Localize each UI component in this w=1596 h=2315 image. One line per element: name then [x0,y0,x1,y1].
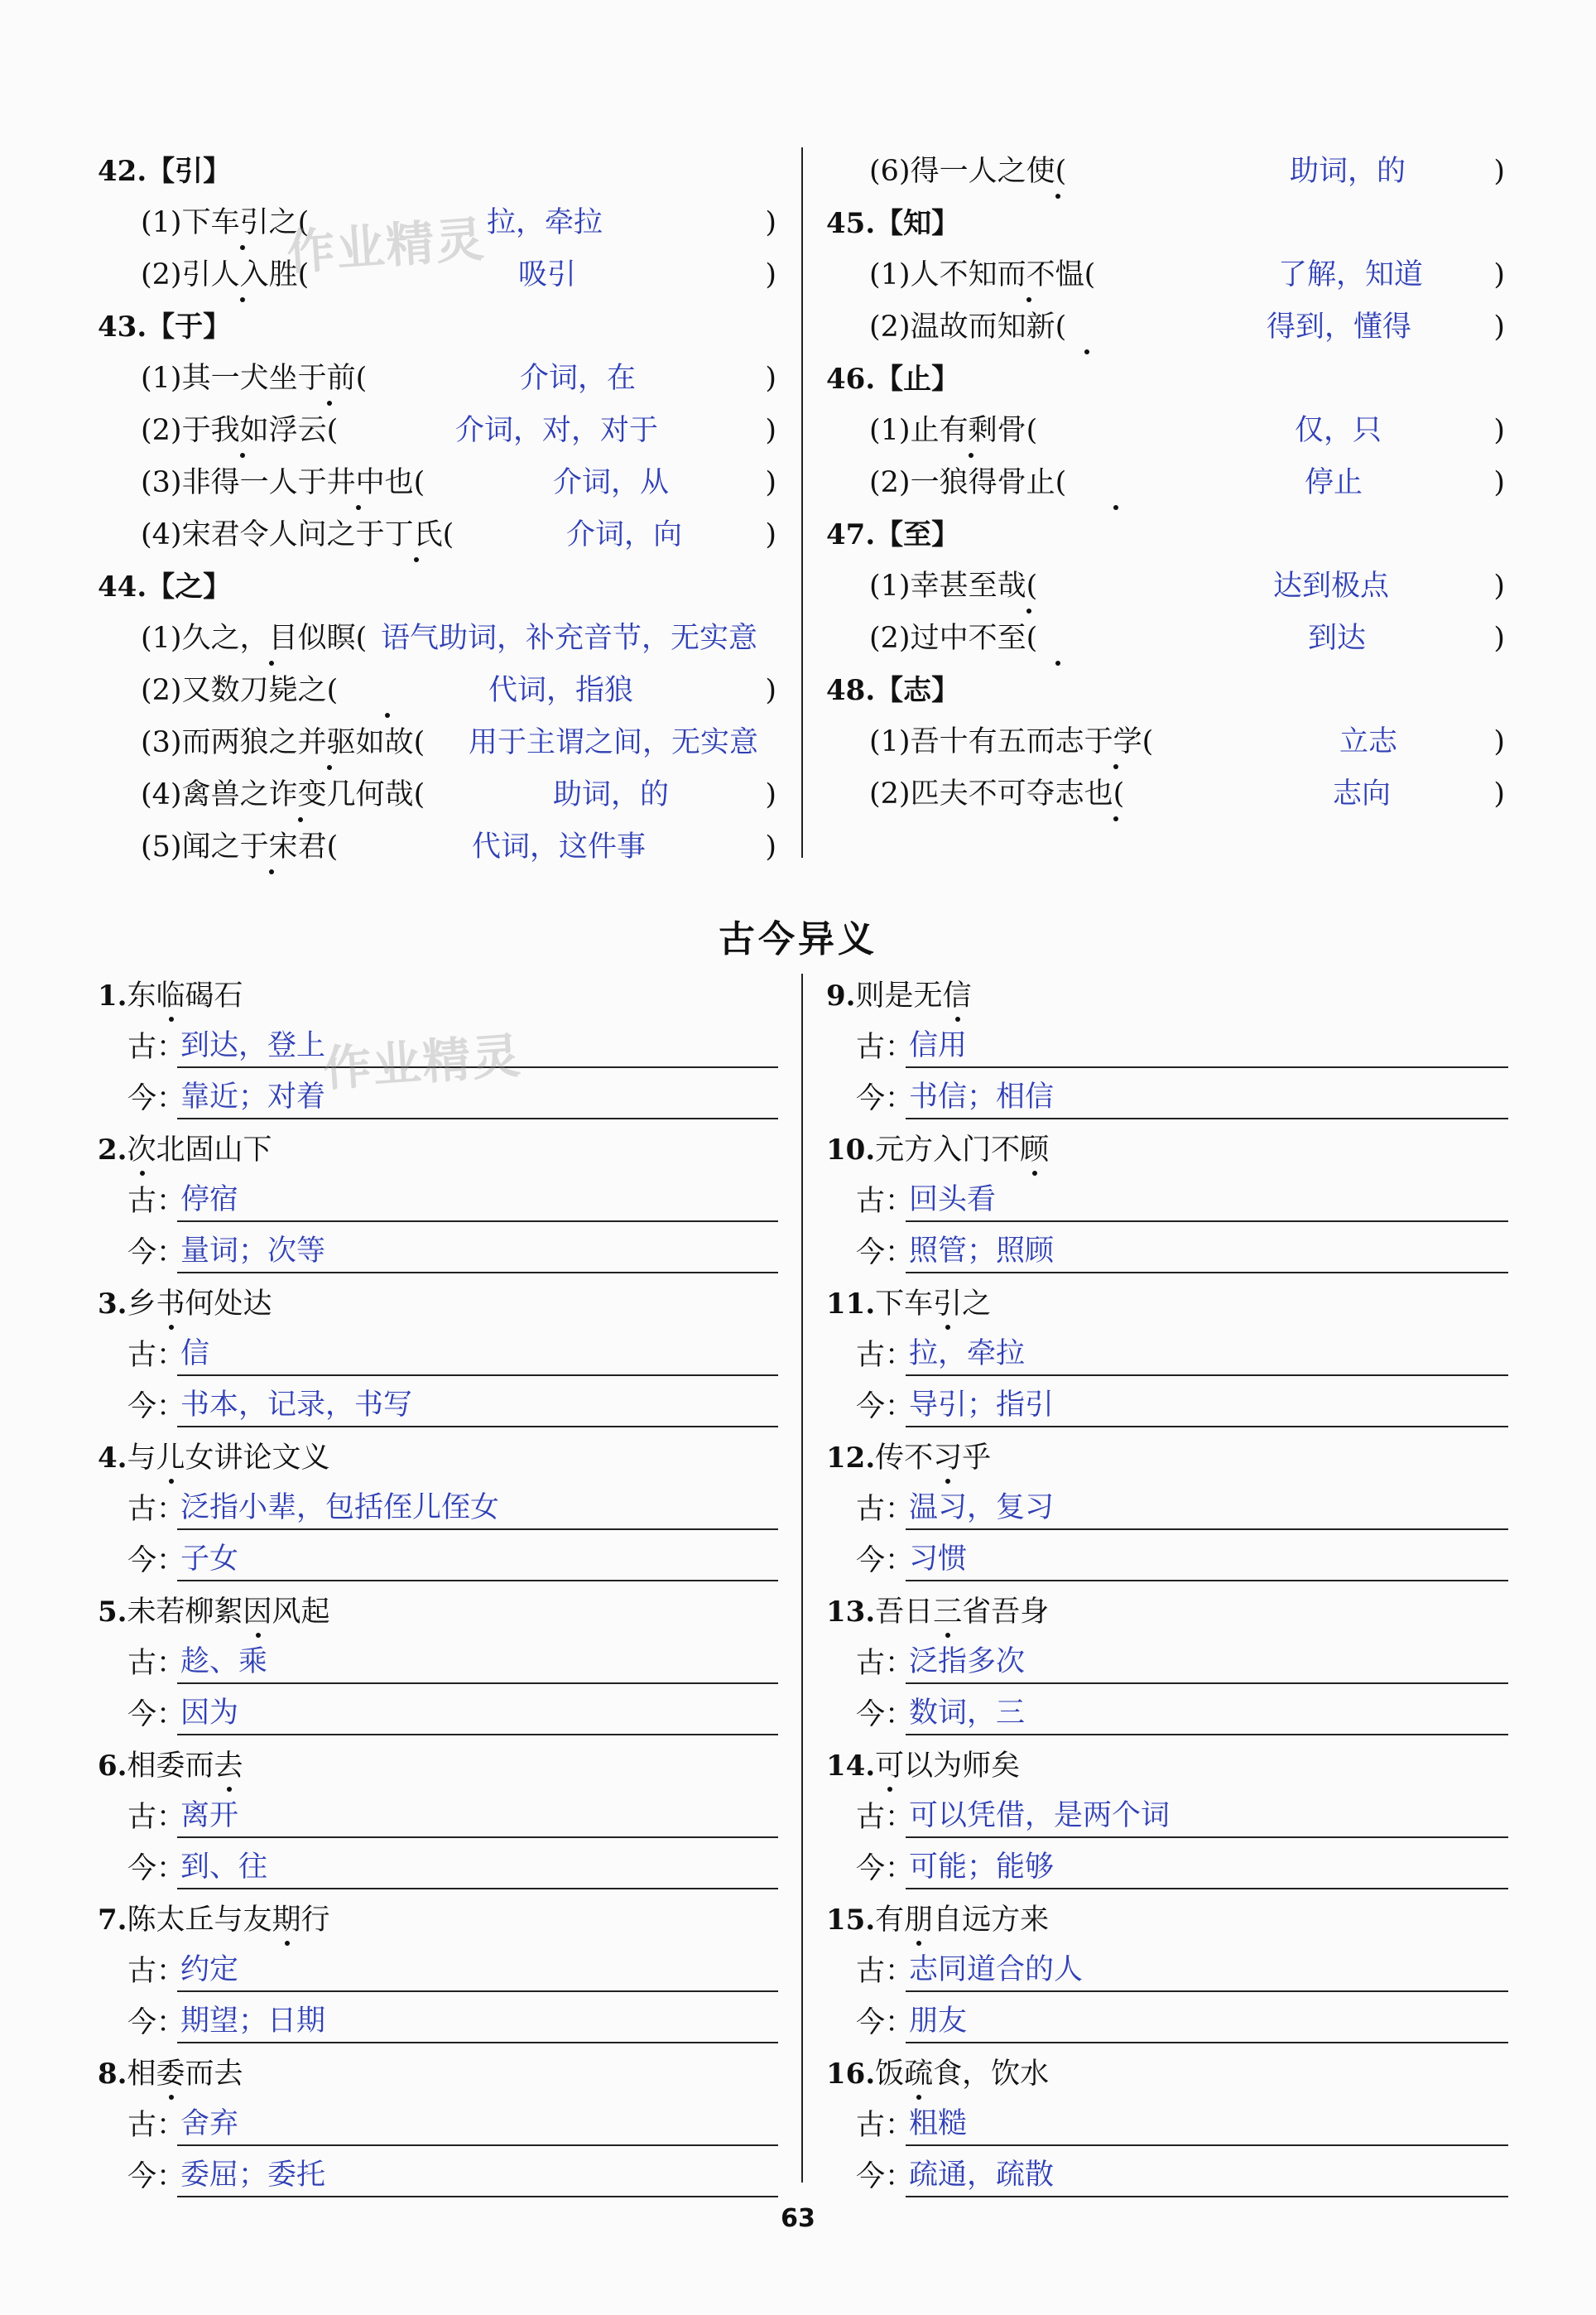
word-sense-item [98,769,785,821]
modern-meaning-label: 今： [127,2006,186,2039]
word-sense-item [98,457,785,509]
sense-answer: 助词，的 [1290,155,1406,188]
modern-meaning-answer: 子女 [177,1538,778,1581]
word-sense-item [826,613,1513,665]
ancient-modern-entry [98,1432,778,1586]
modern-meaning-answer: 朋友 [906,2000,1508,2043]
modern-meaning-label: 今： [856,1236,915,1269]
ancient-modern-right-column [826,970,1508,2202]
closing-paren: ) [1493,570,1505,603]
ancient-meaning-answer: 志同道合的人 [906,1949,1508,1992]
modern-meaning-answer: 数词，三 [906,1692,1508,1735]
ancient-meaning-label: 古： [127,1493,186,1526]
word-heading: 45.【知】 [826,207,960,240]
ancient-meaning-line [826,1638,1508,1689]
entry-text: 吾日三省吾身 [875,1595,1050,1629]
ancient-meaning-label: 古： [127,1031,186,1064]
emphasis-dot [1084,349,1089,354]
example-sentence: (1)其一犬坐于前( [141,362,368,395]
entry-text: 相委而去 [127,2058,243,2091]
modern-meaning-line [826,1227,1508,1278]
word-sense-item [98,249,785,301]
entry-number: 4. [98,1441,127,1475]
entry-number: 14. [826,1749,876,1783]
example-sentence: (2)温故而知新( [869,310,1067,344]
example-sentence: (4)禽兽之诈变几何哉( [141,778,425,811]
entry-text: 乡书何处达 [127,1287,272,1321]
sense-answer: 用于主谓之间，无实意 [469,726,759,759]
modern-meaning-answer: 期望；日期 [177,2000,778,2043]
page-number: 63 [781,2204,815,2233]
ancient-meaning-answer: 信用 [906,1025,1508,1068]
sense-answer: 介词，从 [553,466,670,499]
sense-answer: 立志 [1339,725,1398,758]
sense-answer: 达到极点 [1273,570,1390,603]
modern-meaning-label: 今： [127,1082,186,1115]
emphasis-dot [414,557,419,562]
modern-meaning-answer: 委屈；委托 [177,2154,778,2197]
ancient-meaning-label: 古： [856,1801,915,1834]
modern-meaning-label: 今： [127,1698,186,1731]
ancient-modern-left-column [98,970,778,2202]
ancient-modern-entry [826,1278,1508,1432]
ancient-meaning-answer: 信 [177,1333,778,1376]
modern-meaning-line [98,1997,778,2048]
sense-answer: 介词，在 [520,362,637,395]
ancient-modern-entry [98,1278,778,1432]
ancient-meaning-label: 古： [856,1493,915,1526]
closing-paren: ) [1493,725,1505,758]
watermark: 作业精灵 [321,1027,524,1098]
ancient-meaning-line [98,1792,778,1843]
modern-meaning-answer: 照管；照顾 [906,1230,1508,1273]
entry-text: 可以为师矣 [875,1749,1021,1783]
entry-number: 16. [826,2058,876,2091]
ancient-meaning-label: 古： [856,1647,915,1680]
ancient-meaning-label: 古： [127,2109,186,2142]
word-sense-item [98,821,785,874]
column-divider-bottom [801,974,803,2183]
modern-meaning-answer: 因为 [177,1692,778,1735]
modern-meaning-line [826,2151,1508,2202]
ancient-meaning-label: 古： [127,1647,186,1680]
entry-title [98,1278,778,1330]
ancient-meaning-line [98,1946,778,1997]
modern-meaning-line [98,1381,778,1432]
modern-meaning-line [826,1997,1508,2048]
ancient-meaning-line [826,1176,1508,1227]
modern-meaning-line [98,1073,778,1124]
ancient-meaning-answer: 回头看 [906,1179,1508,1222]
modern-meaning-answer: 习惯 [906,1538,1508,1581]
entry-number: 7. [98,1903,127,1937]
entry-title [826,970,1508,1022]
ancient-modern-entry [826,1124,1508,1278]
ancient-meaning-answer: 约定 [177,1949,778,1992]
sense-answer: 仅，只 [1295,414,1382,447]
example-sentence: (2)匹夫不可夺志也( [869,777,1125,811]
entry-text: 东临碣石 [127,979,243,1013]
entry-title [826,1432,1508,1484]
modern-meaning-label: 今： [127,1852,186,1885]
closing-paren: ) [765,258,776,291]
entry-number: 11. [826,1287,876,1321]
entry-text: 元方入门不顾 [875,1133,1050,1167]
modern-meaning-answer: 书本，记录，书写 [177,1384,778,1427]
modern-meaning-line [98,1843,778,1894]
entry-title [826,1894,1508,1946]
entry-number: 13. [826,1595,876,1629]
closing-paren: ) [765,362,776,395]
word-heading: 43.【于】 [98,310,232,344]
closing-paren: ) [1493,777,1505,811]
ancient-modern-entry [826,1740,1508,1894]
word-sense-item [98,717,785,769]
word-sense-item [826,405,1513,457]
example-sentence: (1)人不知而不愠( [869,258,1096,291]
entry-title [826,1740,1508,1792]
example-sentence: (2)一狼得骨止( [869,466,1067,499]
closing-paren: ) [765,674,776,707]
word-sense-item [826,301,1513,354]
ancient-modern-entry [98,2048,778,2202]
ancient-meaning-line [826,1484,1508,1535]
entry-text: 下车引之 [875,1287,992,1321]
ancient-meaning-line [826,1792,1508,1843]
entry-number: 3. [98,1287,127,1321]
closing-paren: ) [765,466,776,499]
word-sense-item [98,353,785,405]
example-sentence: (4)宋君令人问之于丁氏( [141,518,454,551]
entry-text: 则是无信 [855,979,972,1013]
ancient-meaning-line [98,2100,778,2151]
ancient-meaning-label: 古： [856,2109,915,2142]
emphasis-dot [240,297,245,302]
modern-meaning-answer: 靠近；对着 [177,1076,778,1119]
word-sense-item [826,457,1513,509]
example-sentence: (5)闻之于宋君( [141,830,339,864]
sense-answer: 得到，懂得 [1267,310,1412,344]
watermark: 作业精灵 [285,210,488,282]
ancient-meaning-line [826,1330,1508,1381]
word-sense-item [98,197,785,249]
modern-meaning-line [826,1535,1508,1586]
ancient-meaning-answer: 趁、乘 [177,1641,778,1684]
ancient-meaning-answer: 泛指多次 [906,1641,1508,1684]
example-sentence: (1)止有剩骨( [869,414,1038,447]
example-sentence: (2)过中不至( [869,622,1038,655]
word-sense-item [826,146,1513,198]
entry-text: 传不习乎 [875,1441,992,1475]
emphasis-dot [1113,816,1118,821]
ancient-meaning-answer: 到达，登上 [177,1025,778,1068]
modern-meaning-label: 今： [856,1082,915,1115]
ancient-meaning-label: 古： [127,1185,186,1218]
ancient-meaning-answer: 温习，复习 [906,1487,1508,1530]
ancient-meaning-label: 古： [856,1955,915,1988]
sense-answer: 到达 [1308,622,1367,655]
ancient-meaning-label: 古： [856,1185,915,1218]
modern-meaning-label: 今： [127,1544,186,1577]
entry-number: 5. [98,1595,127,1629]
ancient-modern-entry [98,1894,778,2048]
ancient-meaning-line [98,1484,778,1535]
modern-meaning-label: 今： [856,1852,915,1885]
word-sense-item [98,613,785,665]
ancient-meaning-line [826,1946,1508,1997]
ancient-meaning-label: 古： [127,1955,186,1988]
word-sense-item [826,561,1513,613]
closing-paren: ) [765,778,776,811]
entry-title [826,1586,1508,1638]
ancient-meaning-label: 古： [127,1339,186,1372]
ancient-meaning-line [826,1022,1508,1073]
modern-meaning-label: 今： [856,1390,915,1423]
ancient-modern-entry [98,1740,778,1894]
modern-meaning-label: 今： [127,2160,186,2193]
word-sense-item [98,509,785,561]
entry-text: 陈太丘与友期行 [127,1903,330,1937]
modern-meaning-line [98,1689,778,1740]
ancient-meaning-answer: 泛指小辈，包括侄儿侄女 [177,1487,778,1530]
ancient-meaning-line [98,1638,778,1689]
sense-answer: 助词，的 [553,778,670,811]
sense-answer: 语气助词，补充音节，无实意 [381,622,758,655]
ancient-meaning-label: 古： [856,1031,915,1064]
example-sentence: (6)得一人之使( [869,155,1067,188]
modern-meaning-line [826,1381,1508,1432]
word-heading: 42.【引】 [98,155,232,188]
ancient-meaning-label: 古： [856,1339,915,1372]
entry-text: 与儿女讲论文义 [127,1441,330,1475]
ancient-meaning-line [98,1330,778,1381]
emphasis-dot [1055,661,1060,666]
entry-title [826,1278,1508,1330]
ancient-meaning-answer: 粗糙 [906,2103,1508,2146]
entry-title [826,1124,1508,1176]
closing-paren: ) [1493,310,1505,344]
word-sense-left-column [98,146,785,874]
entry-title [826,2048,1508,2100]
ancient-meaning-answer: 拉，牵拉 [906,1333,1508,1376]
entry-number: 8. [98,2058,127,2091]
sense-answer: 吸引 [518,258,577,291]
ancient-meaning-line [98,1176,778,1227]
modern-meaning-label: 今： [127,1236,186,1269]
ancient-modern-entry [98,970,778,1124]
modern-meaning-answer: 到、往 [177,1846,778,1889]
ancient-meaning-answer: 离开 [177,1795,778,1838]
modern-meaning-answer: 导引；指引 [906,1384,1508,1427]
emphasis-dot [1113,505,1118,510]
closing-paren: ) [765,830,776,864]
modern-meaning-label: 今： [856,1544,915,1577]
closing-paren: ) [1493,622,1505,655]
closing-paren: ) [1493,258,1505,291]
ancient-meaning-answer: 可以凭借，是两个词 [906,1795,1508,1838]
section-title: 古今异义 [719,918,877,960]
entry-number: 2. [98,1133,127,1167]
ancient-modern-entry [826,1894,1508,2048]
ancient-modern-entry [826,1432,1508,1586]
word-sense-item [826,249,1513,301]
modern-meaning-label: 今： [856,2160,915,2193]
sense-answer: 停止 [1305,466,1363,499]
entry-text: 饭疏食，饮水 [875,2058,1050,2091]
example-sentence: (1)吾十有五而志于学( [869,725,1154,758]
sense-answer: 代词，指狼 [488,674,634,707]
closing-paren: ) [1493,466,1505,499]
entry-text: 相委而去 [127,1749,243,1783]
entry-text: 未若柳絮因风起 [127,1595,330,1629]
modern-meaning-answer: 书信；相信 [906,1076,1508,1119]
entry-number: 6. [98,1749,127,1783]
entry-number: 10. [826,1133,876,1167]
sense-answer: 介词，对，对于 [455,414,659,447]
ancient-modern-entry [98,1124,778,1278]
modern-meaning-answer: 疏通，疏散 [906,2154,1508,2197]
modern-meaning-label: 今： [127,1390,186,1423]
ancient-meaning-line [826,2100,1508,2151]
example-sentence: (1)幸甚至哉( [869,570,1038,603]
modern-meaning-label: 今： [856,1698,915,1731]
entry-number: 15. [826,1903,876,1937]
modern-meaning-line [826,1843,1508,1894]
emphasis-dot [269,869,274,874]
emphasis-dot [1055,194,1060,199]
example-sentence: (1)久之，目似瞑( [141,622,368,655]
example-sentence: (3)而两狼之并驱如故( [141,726,425,759]
word-heading: 48.【志】 [826,674,960,707]
ancient-modern-entry [826,970,1508,1124]
entry-title [98,970,778,1022]
entry-number: 12. [826,1441,876,1475]
modern-meaning-answer: 量词；次等 [177,1230,778,1273]
entry-number: 9. [826,979,856,1013]
ancient-modern-entry [826,1586,1508,1740]
closing-paren: ) [765,414,776,447]
word-sense-item [98,665,785,717]
word-sense-item [826,716,1513,768]
sense-answer: 代词，这件事 [472,830,647,864]
entry-title [98,1740,778,1792]
modern-meaning-line [826,1073,1508,1124]
word-sense-item [826,768,1513,821]
example-sentence: (2)引人入胜( [141,258,310,291]
word-heading: 44.【之】 [98,570,232,604]
entry-text: 有朋自远方来 [875,1903,1050,1937]
modern-meaning-line [98,2151,778,2202]
word-heading: 46.【止】 [826,363,960,396]
modern-meaning-answer: 可能；能够 [906,1846,1508,1889]
entry-text: 次北固山下 [127,1133,272,1167]
example-sentence: (1)下车引之( [141,206,310,239]
column-divider-top [801,147,803,858]
ancient-modern-entry [98,1586,778,1740]
closing-paren: ) [1493,414,1505,447]
entry-title [98,1124,778,1176]
entry-number: 1. [98,979,127,1013]
word-sense-item [98,405,785,457]
entry-title [98,1586,778,1638]
sense-answer: 志向 [1333,777,1392,811]
ancient-meaning-label: 古： [127,1801,186,1834]
ancient-modern-entry [826,2048,1508,2202]
closing-paren: ) [765,518,776,551]
example-sentence: (3)非得一人于井中也( [141,466,425,499]
closing-paren: ) [1493,155,1505,188]
ancient-meaning-answer: 停宿 [177,1179,778,1222]
sense-answer: 拉，牵拉 [487,206,603,239]
ancient-meaning-line [98,1022,778,1073]
entry-title [98,1432,778,1484]
entry-title [98,2048,778,2100]
word-heading: 47.【至】 [826,518,960,551]
modern-meaning-label: 今： [856,2006,915,2039]
sense-answer: 了解，知道 [1278,258,1424,291]
modern-meaning-line [98,1535,778,1586]
example-sentence: (2)于我如浮云( [141,414,339,447]
closing-paren: ) [765,206,776,239]
entry-title [98,1894,778,1946]
word-sense-right-column [826,146,1513,821]
example-sentence: (2)又数刀毙之( [141,674,339,707]
sense-answer: 介词，向 [566,518,683,551]
ancient-meaning-answer: 舍弃 [177,2103,778,2146]
modern-meaning-line [98,1227,778,1278]
modern-meaning-line [826,1689,1508,1740]
